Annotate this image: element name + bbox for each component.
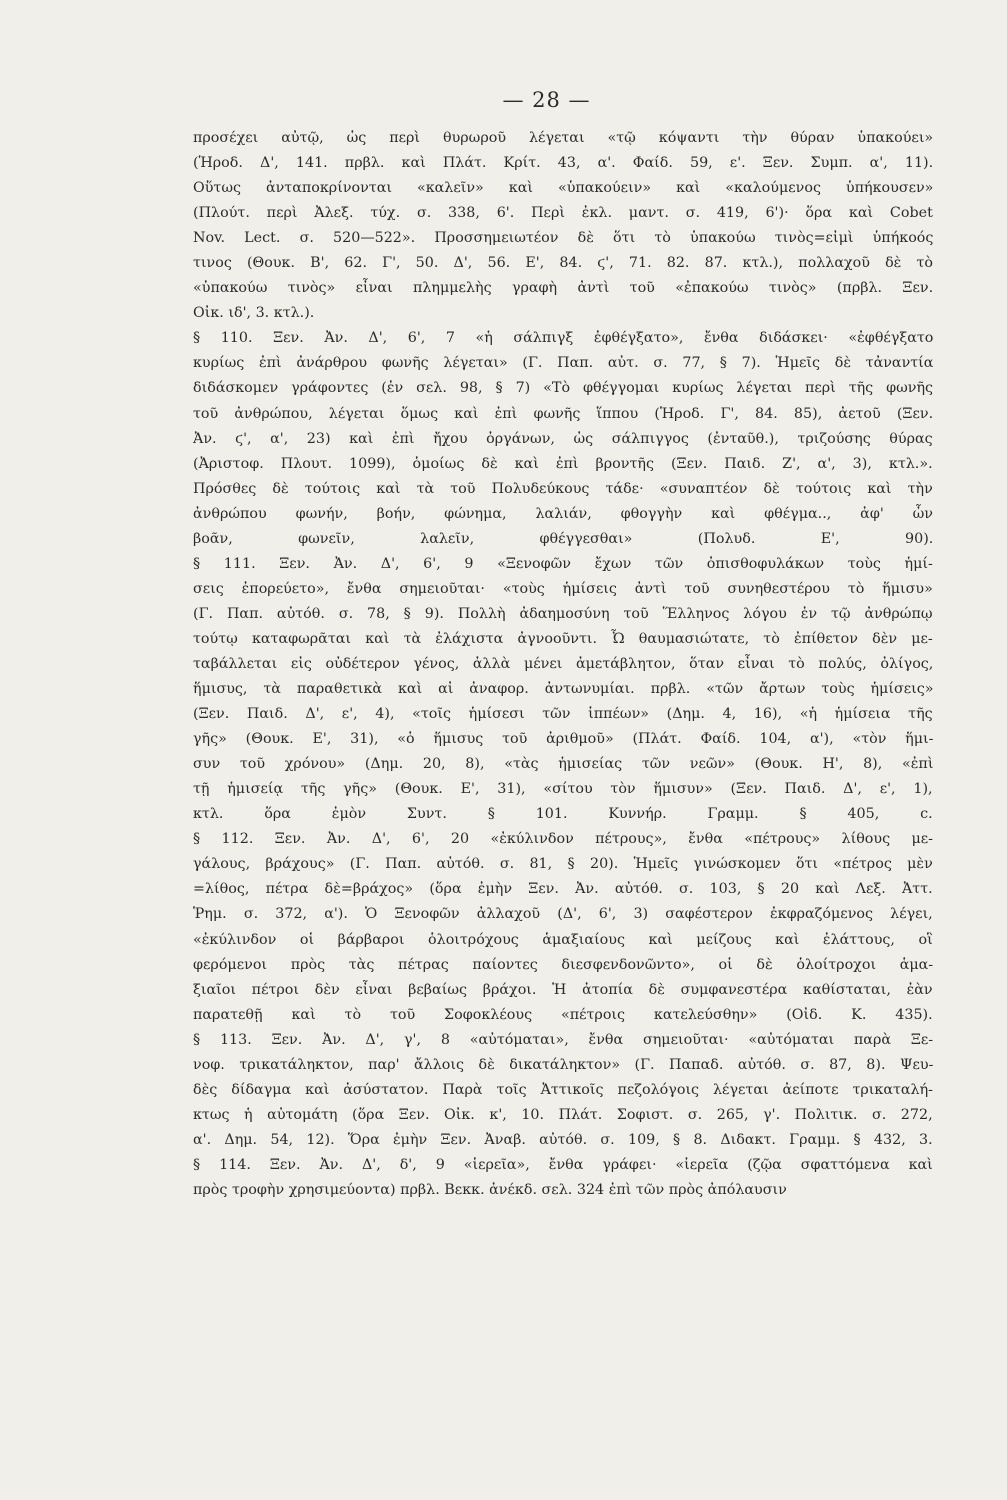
- text-line: βοᾶν, φωνεῖν, λαλεῖν, φθέγγεσθαι» (Πολυδ. Ε', 90).: [193, 530, 933, 547]
- text-line: «ὑπακούω τινὸς» εἶναι πλημμελὴς γραφὴ ἀντὶ τοῦ «ἐπακούω τινὸς» (πρβλ. Ξεν.: [193, 280, 933, 297]
- text-line: § 113. Ξεν. Ἀν. Δ', γ', 8 «αὐτόμαται», ἔνθα σημειοῦται· «αὐτόμαται παρὰ Ξε-: [193, 1031, 933, 1048]
- text-line: Nov. Lect. σ. 520—522». Προσσημειωτέον δὲ ὅτι τὸ ὑπακούω τινὸς=εἰμὶ ὑπήκοός: [193, 230, 933, 247]
- text-line: τοῦ ἀνθρώπου, λέγεται ὅμως καὶ ἐπὶ φωνῆς ἵππου (Ἡροδ. Γ', 84. 85), ἀετοῦ (Ξεν.: [193, 405, 933, 422]
- text-line: τινος (Θουκ. Β', 62. Γ', 50. Δ', 56. Ε', 84. ϛ', 71. 82. 87. κτλ.), πολλαχοῦ δὲ τὸ: [193, 255, 933, 272]
- text-line: δὲς δίδαγμα καὶ ἀσύστατον. Παρὰ τοῖς Ἀττικοῖς πεζολόγοις λέγεται ἀείποτε τρικαταλή-: [193, 1081, 933, 1098]
- text-line: α'. Δημ. 54, 12). Ὅρα ἐμὴν Ξεν. Ἀναβ. αὐτόθ. σ. 109, § 8. Διδακτ. Γραμμ. § 432, 3.: [193, 1131, 933, 1148]
- text-line: Ἀν. ϛ', α', 23) καὶ ἐπὶ ἤχου ὀργάνων, ὡς σάλπιγγος (ἐνταῦθ.), τριζούσης θύρας: [193, 430, 933, 447]
- text-line: σεις ἐπορεύετο», ἔνθα σημειοῦται· «τοὺς ἡμίσεις ἀντὶ τοῦ συνηθεστέρου τὸ ἥμισυ»: [193, 580, 933, 597]
- text-line: τῇ ἡμισείᾳ τῆς γῆς» (Θουκ. Ε', 31), «σίτου τὸν ἥμισυν» (Ξεν. Παιδ. Δ', ε', 1),: [193, 781, 933, 798]
- text-line: Πρόσθες δὲ τούτοις καὶ τὰ τοῦ Πολυδεύκους τάδε· «συναπτέον δὲ τούτοις καὶ τὴν: [193, 480, 933, 497]
- text-line: Οἰκ. ιδ', 3. κτλ.).: [193, 305, 315, 322]
- page-number: — 28 —: [502, 88, 591, 112]
- text-line: τούτῳ καταφωρᾶται καὶ τὰ ἐλάχιστα ἀγνοοῦντι. Ὦ θαυμασιώτατε, τὸ ἐπίθετον δὲν με-: [193, 630, 933, 647]
- text-line: γῆς» (Θουκ. Ε', 31), «ὁ ἥμισυς τοῦ ἀριθμοῦ» (Πλάτ. Φαίδ. 104, α'), «τὸν ἥμι-: [193, 731, 933, 748]
- text-line: κτως ἡ αὐτομάτη (ὅρα Ξεν. Οἰκ. κ', 10. Πλάτ. Σοφιστ. σ. 265, γ'. Πολιτικ. σ. 272,: [193, 1106, 933, 1123]
- text-line: =λίθος, πέτρα δὲ=βράχος» (ὅρα ἐμὴν Ξεν. Ἀν. αὐτόθ. σ. 103, § 20 καὶ Λεξ. Ἀττ.: [193, 881, 933, 898]
- text-line: προσέχει αὐτῷ, ὡς περὶ θυρωροῦ λέγεται «τῷ κόψαντι τὴν θύραν ὑπακούει»: [193, 130, 933, 146]
- text-line: § 114. Ξεν. Ἀν. Δ', δ', 9 «ἱερεῖα», ἔνθα γράφει· «ἱερεῖα (ζῷα σφαττόμενα καὶ: [193, 1156, 933, 1173]
- text-line: φερόμενοι πρὸς τὰς πέτρας παίοντες διεσφενδονῶντο», οἱ δὲ ὁλοίτροχοι ἁμα-: [193, 956, 933, 973]
- text-line: πρὸς τροφὴν χρησιμεύοντα) πρβλ. Βεκκ. ἀνέκδ. σελ. 324 ἐπὶ τῶν πρὸς ἀπόλαυσιν: [193, 1181, 787, 1198]
- text-line: ἥμισυς, τὰ παραθετικὰ καὶ αἱ ἀναφορ. ἀντωνυμίαι. πρβλ. «τῶν ἄρτων τοὺς ἡμίσεις»: [193, 681, 933, 698]
- text-line: (Ἡροδ. Δ', 141. πρβλ. καὶ Πλάτ. Κρίτ. 43, α'. Φαίδ. 59, ε'. Ξεν. Συμπ. α', 11).: [193, 155, 933, 172]
- text-line: διδάσκομεν γράφοντες (ἐν σελ. 98, § 7) «Τὸ φθέγγομαι κυρίως λέγεται περὶ τῆς φωνῆς: [193, 380, 933, 397]
- text-line: παρατεθῇ καὶ τὸ τοῦ Σοφοκλέους «πέτροις κατελεύσθην» (Οἰδ. Κ. 435).: [193, 1006, 933, 1023]
- text-line: «ἐκύλινδον οἱ βάρβαροι ὁλοιτρόχους ἁμαξιαίους καὶ μείζους καὶ ἐλάττους, οἳ: [193, 931, 933, 948]
- text-line: ἀνθρώπου φωνήν, βοήν, φώνημα, λαλιάν, φθογγὴν καὶ φθέγμα.., ἀφ' ὧν: [193, 505, 933, 522]
- text-line: κτλ. ὅρα ἐμὸν Συντ. § 101. Κυννήρ. Γραμμ. § 405, c.: [193, 806, 933, 823]
- text-line: § 110. Ξεν. Ἀν. Δ', 6', 7 «ἡ σάλπιγξ ἐφθέγξατο», ἔνθα διδάσκει· «ἐφθέγξατο: [193, 330, 933, 347]
- text-line: (Πλούτ. περὶ Ἀλεξ. τύχ. σ. 338, 6'. Περὶ ἐκλ. μαντ. σ. 419, 6')· ὅρα καὶ Cobet: [193, 205, 933, 222]
- text-line: ταβάλλεται εἰς οὐδέτερον γένος, ἀλλὰ μένει ἀμετάβλητον, ὅταν εἶναι τὸ πολύς, ὀλίγος,: [193, 655, 933, 672]
- text-line: § 111. Ξεν. Ἀν. Δ', 6', 9 «Ξενοφῶν ἔχων τῶν ὀπισθοφυλάκων τοὺς ἡμί-: [193, 555, 933, 572]
- text-line: (Ξεν. Παιδ. Δ', ε', 4), «τοῖς ἡμίσεσι τῶν ἱππέων» (Δημ. 4, 16), «ἡ ἡμίσεια τῆς: [193, 706, 933, 723]
- text-line: (Ἀριστοφ. Πλουτ. 1099), ὁμοίως δὲ καὶ ἐπὶ βροντῆς (Ξεν. Παιδ. Ζ', α', 3), κτλ.».: [193, 455, 933, 472]
- text-line: γάλους, βράχους» (Γ. Παπ. αὐτόθ. σ. 81, § 20). Ἡμεῖς γινώσκομεν ὅτι «πέτρος μὲν: [193, 856, 933, 873]
- text-line: νοφ. τρικατάληκτον, παρ' ἄλλοις δὲ δικατάληκτον» (Γ. Παπαδ. αὐτόθ. σ. 87, 8). Ψευ-: [193, 1056, 933, 1073]
- text-line: ξιαῖοι πέτροι δὲν εἶναι βεβαίως βράχοι. Ἡ ἀτοπία δὲ συμφανεστέρα καθίσταται, ἐὰν: [193, 981, 933, 998]
- text-line: § 112. Ξεν. Ἀν. Δ', 6', 20 «ἐκύλινδον πέτρους», ἔνθα «πέτρους» λίθους με-: [193, 831, 933, 848]
- text-line: Οὕτως ἀνταποκρίνονται «καλεῖν» καὶ «ὑπακούειν» καὶ «καλούμενος ὑπήκουσεν»: [193, 180, 933, 197]
- text-line: κυρίως ἐπὶ ἀνάρθρου φωνῆς λέγεται» (Γ. Παπ. αὐτ. σ. 77, § 7). Ἡμεῖς δὲ τἀναντία: [193, 355, 933, 372]
- text-line: (Γ. Παπ. αὐτόθ. σ. 78, § 9). Πολλὴ ἀδαημοσύνη τοῦ Ἕλληνος λόγου ἐν τῷ ἀνθρώπῳ: [193, 605, 933, 622]
- body-text: [193, 126, 933, 1203]
- text-line: Ῥημ. σ. 372, α'). Ὁ Ξενοφῶν ἀλλαχοῦ (Δ', 6', 3) σαφέστερον ἐκφραζόμενος λέγει,: [193, 906, 933, 923]
- text-line: συν τοῦ χρόνου» (Δημ. 20, 8), «τὰς ἡμισείας τῶν νεῶν» (Θουκ. Η', 8), «ἐπὶ: [193, 756, 933, 773]
